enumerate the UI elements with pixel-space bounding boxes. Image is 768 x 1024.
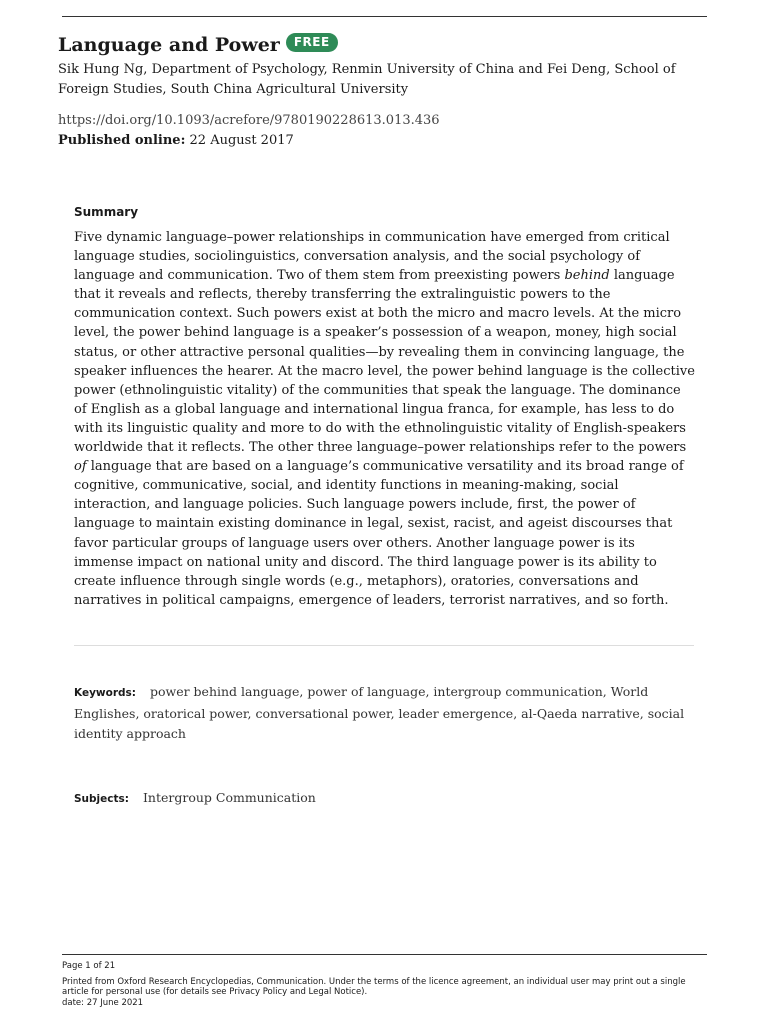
summary-part-1: Five dynamic language–power relationships in communication have emerged from critical language studies, sociolinguistics, conversation analysis, and the social psychology of language and communication. Two of them stem from preexisting powers [74,230,670,284]
published-date: 22 August 2017 [189,133,294,148]
doi-link[interactable]: https://doi.org/10.1093/acrefore/9780190228613.013.436 [58,113,440,128]
published-label: Published online: [58,133,186,148]
subjects-label: Subjects: [74,793,129,805]
free-badge: FREE [286,33,338,52]
summary-divider [74,645,694,646]
summary-part-2: language that it reveals and reflects, thereby transferring the extralinguistic powers to the communication context. Such powers exist at both the micro and macro levels. At the micro level, the power behind language is a speaker’s possession of a weapon, money, high social status, or other attractive personal qualities—by revealing them in convincing language, the speaker influences the hearer. At the macro level, the power behind language is the collective power (ethnolinguistic vitality) of the communities that speak the language. The dominance of English as a global language and international lingua franca, for example, has less to do with its linguistic quality and more to do with the ethnolinguistic vitality of English-speakers worldwide that it reflects. The other three language–power relationships refer to the powers [74,268,695,456]
author-affiliations: Sik Hung Ng, Department of Psychology, Renmin University of China and Fei Deng, School of Foreign Studies, South China Agricultural University [58,62,676,97]
print-date: date: 27 June 2021 [62,997,144,1008]
subjects [74,790,316,805]
summary-emphasis-of: of [74,459,87,475]
keywords-label: Keywords: [74,687,136,699]
published-online [58,133,294,148]
summary-emphasis-behind: behind [564,268,610,284]
page-number: Page 1 of 21 [62,961,116,971]
summary-text [74,228,696,610]
article-title: Language and Power [58,34,280,56]
summary-heading: Summary [74,205,139,219]
summary-part-3: language that are based on a language’s communicative versatility and its broad range of cognitive, communicative, social, and identity functions in meaning-making, social interaction, and language policies. Such language powers include, first, the power of language to maintain existing dominance in legal, sexist, racist, and ageist discourses that favor particular groups of language users over others. Another language power is its immense impact on national unity and discord. The third language power is its ability to create influence through single words (e.g., metaphors), oratories, conversations and narratives in political campaigns, emergence of leaders, terrorist narratives, and so forth. [74,459,684,608]
keywords-text: power behind language, power of language, intergroup communication, World Englishes, oratorical power, conversational power, leader emergence, al-Qaeda narrative, social identity approach [74,684,685,741]
header-rule [62,16,707,17]
licence-notice: Printed from Oxford Research Encyclopedias, Communication. Under the terms of the licence agreement, an individual user may print out a single article for personal use (for details see Privacy Policy and Legal Notice). [62,976,686,997]
title-row [58,34,338,56]
page-footer [62,961,702,1008]
keywords [74,682,694,745]
subjects-link[interactable]: Intergroup Communication [142,790,316,805]
footer-rule [62,954,707,955]
